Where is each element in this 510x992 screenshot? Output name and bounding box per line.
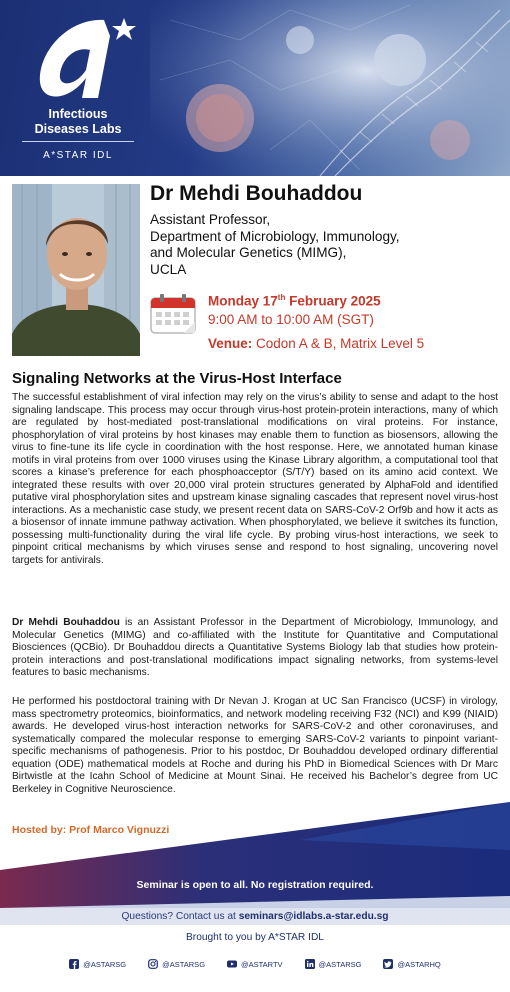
linkedin-icon: [305, 959, 315, 969]
instagram-icon: [148, 959, 158, 969]
institute-label: A*STAR IDL: [43, 150, 113, 161]
event-time: 9:00 AM to 10:00 AM (SGT): [208, 312, 374, 327]
event-date: Monday 17th February 2025: [208, 293, 381, 309]
host-line: Hosted by: Prof Marco Vignuzzi: [12, 824, 170, 836]
social-linkedin[interactable]: @ASTARSG: [305, 957, 362, 971]
speaker-name: Dr Mehdi Bouhaddou: [150, 182, 363, 205]
header-banner: [0, 0, 510, 176]
event-venue: Venue: Codon A & B, Matrix Level 5: [208, 336, 425, 351]
bio-paragraph-1: Dr Mehdi Bouhaddou is an Assistant Professor in the Department of Microbiology, Immunology, and Molecular Genetics (MIMG) and co-affiliated with the Institute for Quantitative and Computational Biosciences (QCBio). Dr Bouhaddou directs a Quantitative Systems Biology lab that studies how protein-protein interactions and post-translational modifications impact signaling networks, from systems-level features to basic mechanisms.: [12, 617, 498, 678]
astar-logo: [28, 12, 140, 104]
facebook-icon: [69, 959, 79, 969]
header-divider: [22, 141, 134, 142]
social-youtube[interactable]: @ASTARTV: [227, 957, 283, 971]
virus-dna-background-graphic: [150, 0, 510, 176]
bio-paragraph-2: He performed his postdoctoral training with Dr Nevan J. Krogan at UC San Francisco (UCSF) in virology, mass spectrometry proteomics, bioinformatics, and network modeling receiving F32 (NCI) and K99 (NIAID) awards. He developed virus-host interaction networks for SARS-CoV-2 and other coronaviruses, and systematically compared the molecular response to emerging SARS-CoV-2 variants to pinpoint variant-specific mechanisms of pathogenesis. Prior to his postdoc, Dr Bouhaddou developed ordinary differential equation (ODE) mathematical models at Roche and during his PhD in Biomedical Sciences with Dr Marc Birtwistle at the Icahn School of Medicine at Mount Sinai. He received his Bachelor’s degree from UC Berkeley in Cognitive Neuroscience.: [12, 696, 498, 795]
speaker-title: Assistant Professor, Department of Microbiology, Immunology, and Molecular Genetics (MIMG), UCLA: [150, 212, 400, 277]
contact-bar: Questions? Contact us at seminars@idlabs.a-star.edu.sg: [0, 908, 510, 925]
lab-name: Infectious Diseases Labs: [34, 107, 122, 136]
contact-email-link[interactable]: seminars@idlabs.a-star.edu.sg: [238, 911, 389, 922]
open-notice: Seminar is open to all. No registration required.: [136, 879, 374, 891]
social-facebook[interactable]: @ASTARSG: [69, 957, 126, 971]
abstract-paragraph: The successful establishment of viral infection may rely on the virus’s ability to sense and adapt to the host signaling landscape. This process may occur through virus-host protein-protein interactions, many of which are regulated by host-mediated post-translational modifications on viral proteins. For instance, phosphorylation of viral proteins by host kinases may enable them to function as biosensors, allowing the virus to fine-tune its life cycle in coordination with the host response. Here, we annotated human kinase motifs in viral proteins from over 1000 viruses using the Kinase Library algorithm, a computational tool that scores a kinase’s preference for each phosphoacceptor (S/T/Y) based on its amino acid context. We integrated these results with over 20,000 viral protein structures generated by AlphaFold and identified putative viral phosphorylation sites and upstream kinase signaling cascades that represent novel virus-host interactions. As a mechanistic case study, we present recent data on SARS-CoV-2 Orf9b and how it acts as a biosensor of innate immune pathway activation. When phosphorylated, we believe it switches its function, possessing multi-functionality during the viral life cycle. By probing virus-host interactions, we seek to pinpoint critical mechanisms by which viruses sense and respond to host signaling, uncovering novel targets for antivirals.: [12, 392, 498, 566]
twitter-icon: [383, 959, 393, 969]
talk-title: Signaling Networks at the Virus-Host Interface: [12, 370, 342, 387]
speaker-photo: [12, 184, 140, 356]
brought-by: Brought to you by A*STAR IDL: [186, 932, 324, 943]
social-links: [0, 957, 510, 971]
social-twitter[interactable]: @ASTARHQ: [383, 957, 440, 971]
footer-wedge-graphic: [0, 800, 510, 912]
calendar-icon: [150, 294, 196, 334]
youtube-icon: [227, 959, 237, 969]
social-instagram[interactable]: @ASTARSG: [148, 957, 205, 971]
